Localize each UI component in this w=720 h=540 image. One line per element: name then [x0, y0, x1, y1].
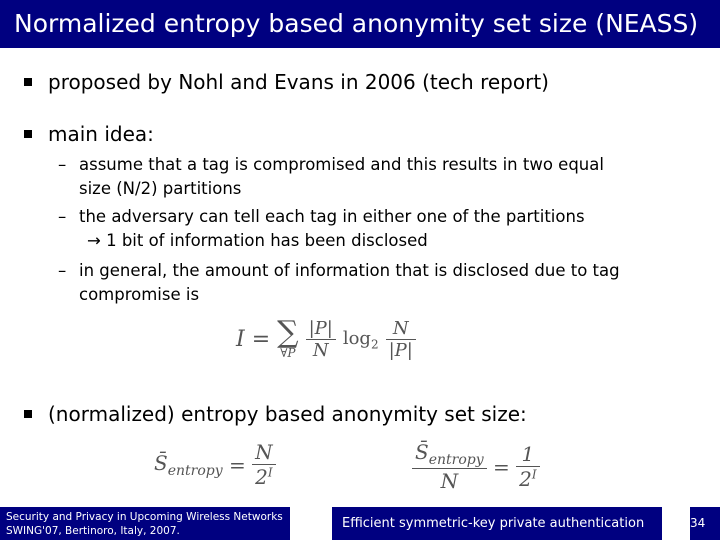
formula-symbol: I: [236, 327, 245, 352]
footer-conference-line: Security and Privacy in Upcoming Wireless Networks: [6, 511, 283, 523]
sub-bullet-text: compromise is: [79, 285, 200, 304]
formula-symbol: S̄: [415, 440, 429, 464]
bullet-text: proposed by Nohl and Evans in 2006 (tech report): [48, 70, 549, 94]
dash-bullet-icon: –: [58, 261, 67, 280]
square-bullet-icon: [24, 410, 32, 418]
sub-bullet-text: → 1 bit of information has been disclosed: [87, 231, 428, 250]
sub-bullet-text: size (N/2) partitions: [79, 179, 242, 198]
bullet-neass: [24, 402, 527, 426]
formula-symbol: 2: [519, 467, 532, 491]
formula-symbol: N: [412, 468, 487, 493]
formula-symbol: N: [306, 339, 336, 361]
normalized-neass-formula: [412, 440, 540, 496]
square-bullet-icon: [24, 78, 32, 86]
sub-bullet-text: in general, the amount of information that is disclosed due to tag: [79, 261, 620, 280]
sub-bullet-text: assume that a tag is compromised and this results in two equal: [79, 155, 604, 174]
dash-bullet-icon: –: [58, 155, 67, 174]
bullet-text: (normalized) entropy based anonymity set size:: [48, 402, 527, 426]
neass-formula: [154, 440, 276, 496]
formula-symbol: log: [342, 327, 371, 349]
bullet-proposed: [24, 70, 549, 94]
formula-symbol: ∀P: [280, 345, 296, 360]
formula-symbol: 1: [521, 442, 535, 466]
sub-bullet-2: [58, 205, 585, 253]
formula-symbol: =: [251, 327, 271, 352]
page-number: 34: [690, 507, 720, 540]
dash-bullet-icon: –: [58, 207, 67, 226]
square-bullet-icon: [24, 130, 32, 138]
sub-bullet-text: the adversary can tell each tag in either one of the partitions: [79, 207, 585, 226]
sub-bullet-1: [58, 153, 604, 201]
sum-symbol: ∑: [277, 314, 299, 350]
slide-title: Normalized entropy based anonymity set size (NEASS): [0, 0, 720, 48]
formula-symbol: 2: [255, 465, 268, 489]
sub-bullet-3: [58, 259, 620, 307]
formula-symbol: N: [255, 440, 273, 464]
formula-symbol: N: [392, 318, 409, 339]
formula-symbol: |P|: [308, 318, 333, 339]
formula-symbol: entropy: [428, 452, 484, 468]
information-formula: [236, 314, 416, 378]
formula-symbol: 2: [370, 337, 379, 352]
formula-symbol: =: [228, 452, 246, 477]
bullet-main-idea: [24, 122, 154, 146]
formula-symbol: I: [531, 467, 537, 482]
formula-symbol: entropy: [167, 462, 223, 479]
formula-symbol: =: [492, 454, 510, 479]
footer-conference: [0, 507, 290, 540]
footer-talk-title: Efficient symmetric-key private authentication: [332, 507, 662, 540]
formula-symbol: I: [267, 465, 273, 480]
footer-conference-line: SWING'07, Bertinoro, Italy, 2007.: [6, 525, 180, 537]
formula-symbol: S̄: [154, 450, 168, 475]
bullet-text: main idea:: [48, 122, 154, 146]
formula-symbol: |P|: [386, 339, 416, 361]
